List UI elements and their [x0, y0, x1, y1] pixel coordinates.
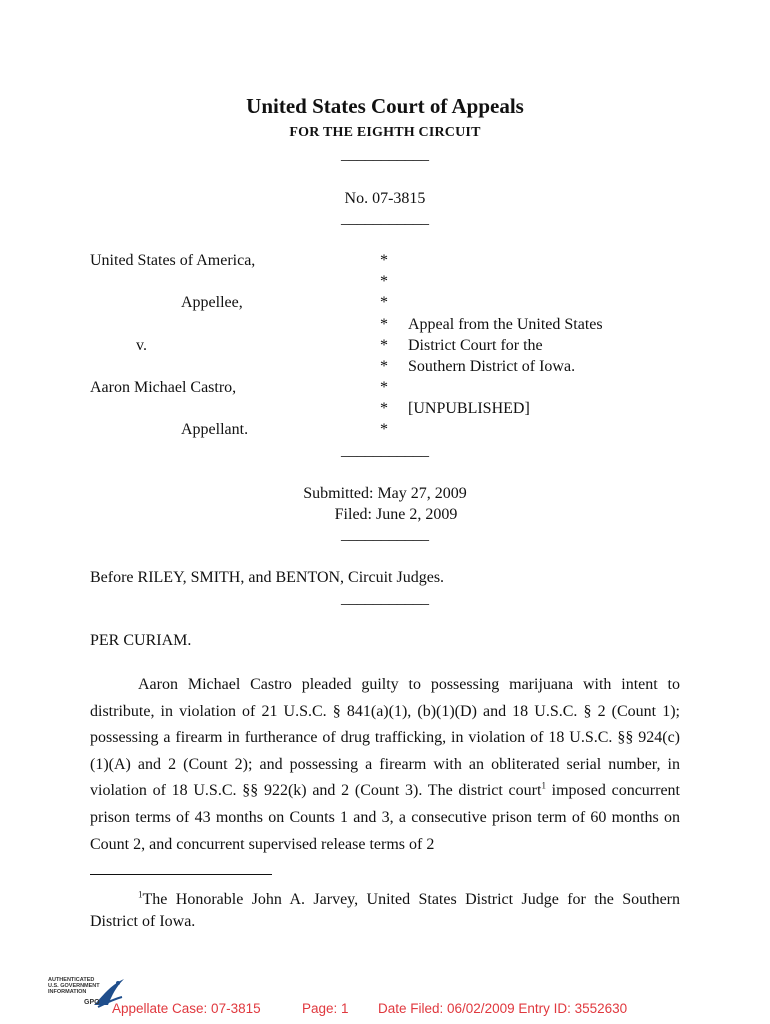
defendant-name: Aaron Michael Castro, [90, 379, 237, 396]
stamp-page: Page: 1 [302, 1001, 349, 1016]
opinion-body [90, 672, 680, 858]
versus: v. [136, 337, 147, 354]
paragraph-text: Aaron Michael Castro pleaded guilty to possessing marijuana with intent to distribute, in violation of 21 U.S.C. § 841(a)(1), (b)(1)(D) and 18 U.S.C. § 2 (Count 1); possessing a firearm in furtherance of drug trafficking, in violation of 18 U.S.C. §§ 924(c)(1)(A) and 2 (Count 2); and possessing a firearm with an obliterated serial number, in violation of 18 U.S.C. §§ 922(k) and 2 (Count 3). The district court [90, 676, 680, 800]
stamp-filed: Date Filed: 06/02/2009 Entry ID: 3552630 [378, 1001, 628, 1016]
divider-rule: ___________ [341, 526, 429, 543]
caption-star: * [380, 358, 388, 375]
per-curiam-heading: PER CURIAM. [90, 632, 192, 649]
paragraph-text: imposed concurrent prison terms of 43 months on Counts 1 and 3, a consecutive prison term of 60 months on Count 2, and concurrent supervised release terms of 2 [90, 782, 681, 853]
submitted-date: Submitted: May 27, 2009 [303, 485, 467, 502]
appeal-line: Appeal from the United States [408, 316, 603, 333]
defendant-role: Appellant. [181, 421, 249, 438]
caption-star: * [380, 316, 388, 333]
publication-status: [UNPUBLISHED] [408, 400, 530, 417]
appeal-line: District Court for the [408, 337, 543, 354]
caption-star: * [380, 273, 388, 290]
gpo-logo-line: AUTHENTICATED [48, 977, 95, 983]
gpo-mark: GPO [84, 999, 100, 1006]
stamp-case: Appellate Case: 07-3815 [112, 1001, 261, 1016]
case-number: No. 07-3815 [344, 190, 426, 207]
caption-star: * [380, 337, 388, 354]
footnote-reference[interactable]: 1 [541, 781, 546, 792]
divider-rule: ___________ [341, 210, 429, 227]
caption-star: * [380, 294, 388, 311]
plaintiff-role: Appellee, [181, 294, 243, 311]
footnote-mark: 1 [138, 889, 143, 900]
appeal-line: Southern District of Iowa. [408, 358, 576, 375]
divider-rule: ___________ [341, 590, 429, 607]
opinion-paragraph [90, 672, 680, 858]
panel-judges: Before RILEY, SMITH, and BENTON, Circuit Judges. [90, 569, 445, 586]
divider-rule: ___________ [341, 442, 429, 459]
gpo-logo-line: INFORMATION [48, 989, 87, 995]
circuit-name: FOR THE EIGHTH CIRCUIT [289, 125, 481, 140]
filed-date: Filed: June 2, 2009 [334, 506, 458, 523]
footnote [90, 889, 680, 933]
caption-star: * [380, 421, 388, 438]
footnote-rule [90, 874, 272, 875]
caption-star: * [380, 252, 388, 269]
caption-star: * [380, 379, 388, 396]
divider-rule: ___________ [341, 146, 429, 163]
gpo-logo-line: U.S. GOVERNMENT [48, 983, 100, 989]
caption-star: * [380, 400, 388, 417]
court-title: United States Court of Appeals [246, 94, 524, 118]
footnote-text: The Honorable John A. Jarvey, United States District Judge for the Southern District of Iowa. [90, 891, 680, 930]
plaintiff-name: United States of America, [90, 252, 256, 269]
